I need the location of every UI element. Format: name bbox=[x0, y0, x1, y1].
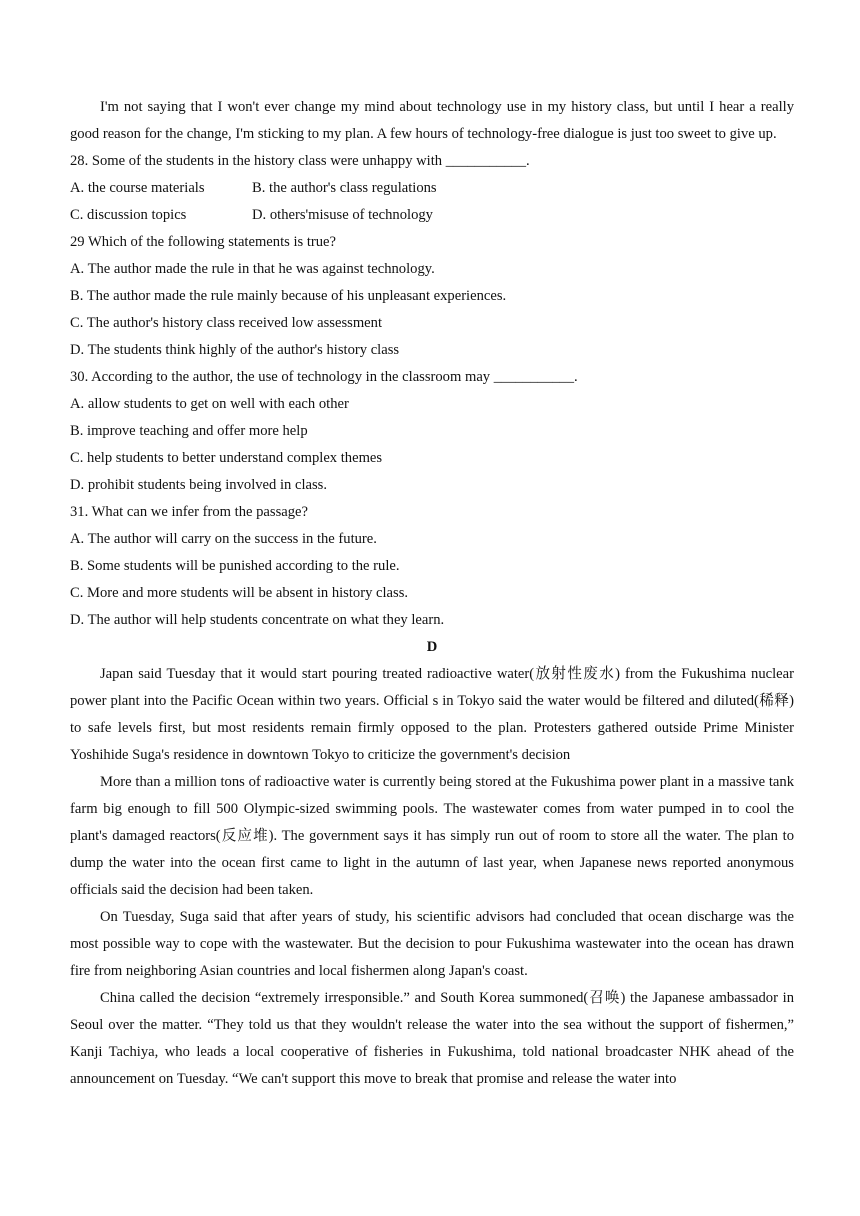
option-c: C. discussion topics bbox=[70, 207, 187, 223]
passage-paragraph: Japan said Tuesday that it would start pouring treated radioactive water(放射性废水) from the Fukushima nuclear power plant into the Pacific Ocean within two years. Official s in Tokyo said the water would be filtered and diluted(稀释) to safe levels first, but most residents remain firmly opposed to the plan. Protesters gathered outside Prime Minister Yoshihide Suga's residence in downtown Tokyo to criticize the government's decision bbox=[70, 666, 794, 763]
question-stem: 30. According to the author, the use of technology in the classroom may ___________. bbox=[70, 369, 578, 385]
page-content bbox=[70, 94, 794, 1093]
question-30 bbox=[70, 364, 794, 499]
passage-paragraph: On Tuesday, Suga said that after years of study, his scientific advisors had concluded that ocean discharge was the most possible way to cope with the wastewater. But the decision to pour Fukushima wastewater into the ocean has drawn fire from neighboring Asian countries and local fishermen along Japan's coast. bbox=[70, 909, 794, 979]
option-d: D. prohibit students being involved in class. bbox=[70, 477, 327, 493]
option-row bbox=[70, 202, 794, 229]
passage-paragraph: More than a million tons of radioactive water is currently being stored at the Fukushima power plant in a massive tank farm big enough to fill 500 Olympic-sized swimming pools. The wastewater comes from water pumped in to cool the plant's damaged reactors(反应堆). The government says it has simply run out of room to store all the water. The plan to dump the water into the ocean first came to light in the autumn of last year, when Japanese news reported anonymous officials said the decision had been taken. bbox=[70, 774, 794, 898]
option-c: C. More and more students will be absent in history class. bbox=[70, 585, 409, 601]
option-a: A. The author made the rule in that he was against technology. bbox=[70, 261, 435, 277]
passage-c-final-paragraph: I'm not saying that I won't ever change my mind about technology use in my history class, but until I hear a really good reason for the change, I'm sticking to my plan. A few hours of technology-free dialogue is just too sweet to give up. bbox=[70, 99, 794, 142]
option-b: B. the author's class regulations bbox=[252, 180, 437, 196]
option-c: C. The author's history class received low assessment bbox=[70, 315, 383, 331]
option-row bbox=[70, 175, 794, 202]
option-d: D. The author will help students concentrate on what they learn. bbox=[70, 612, 445, 628]
option-a: A. the course materials bbox=[70, 180, 205, 196]
question-stem: 31. What can we infer from the passage? bbox=[70, 504, 308, 520]
option-a: A. The author will carry on the success in the future. bbox=[70, 531, 377, 547]
section-heading: D bbox=[426, 639, 438, 655]
option-b: B. improve teaching and offer more help bbox=[70, 423, 308, 439]
passage-paragraph: China called the decision “extremely irresponsible.” and South Korea summoned(召唤) the Japanese ambassador in Seoul over the matter. “They told us that they wouldn't release the water into the sea without the support of fishermen,” Kanji Tachiya, who leads a local cooperative of fisheries in Fukushima, told national broadcaster NHK ahead of the announcement on Tuesday. “We can't support this move to break that promise and release the water into bbox=[70, 990, 794, 1087]
option-d: D. others'misuse of technology bbox=[252, 207, 433, 223]
option-b: B. Some students will be punished according to the rule. bbox=[70, 558, 400, 574]
question-stem: 29 Which of the following statements is true? bbox=[70, 234, 337, 250]
option-c: C. help students to better understand complex themes bbox=[70, 450, 383, 466]
question-stem: 28. Some of the students in the history class were unhappy with ___________. bbox=[70, 153, 530, 169]
option-d: D. The students think highly of the author's history class bbox=[70, 342, 400, 358]
question-28 bbox=[70, 148, 794, 229]
question-29 bbox=[70, 229, 794, 364]
option-a: A. allow students to get on well with each other bbox=[70, 396, 349, 412]
option-b: B. The author made the rule mainly because of his unpleasant experiences. bbox=[70, 288, 507, 304]
question-31 bbox=[70, 499, 794, 634]
